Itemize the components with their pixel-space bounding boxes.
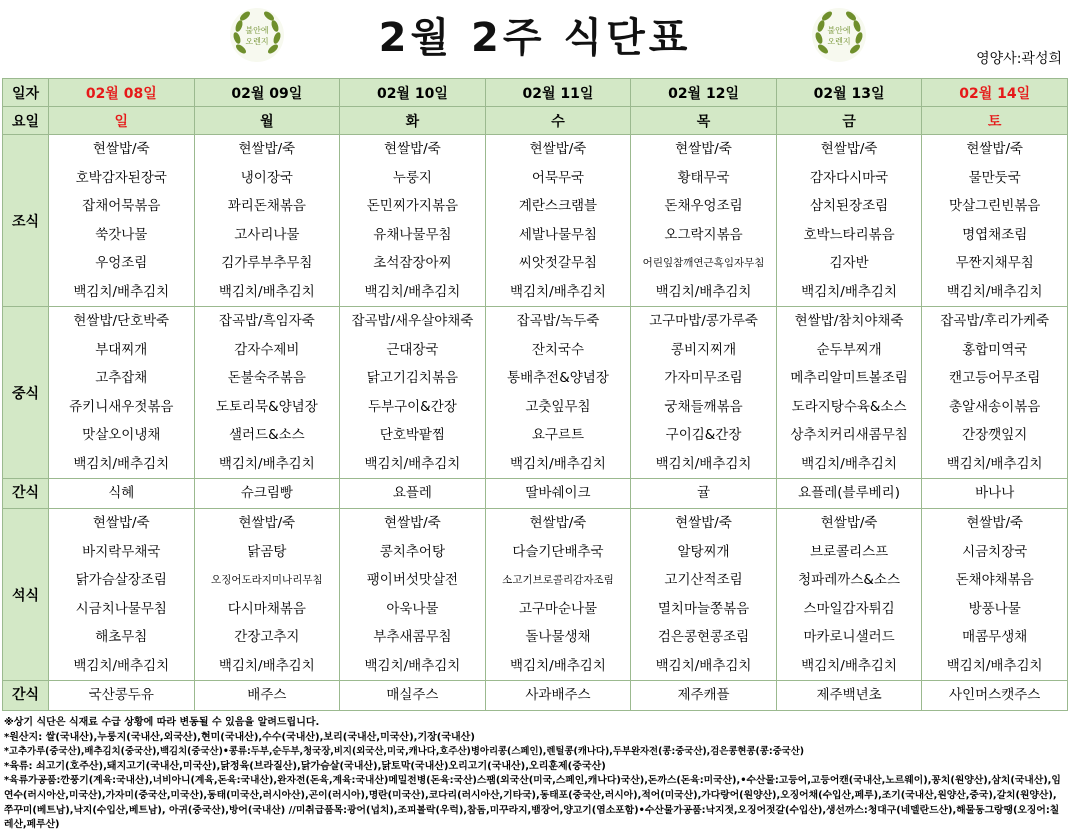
lunch-label: 중식 bbox=[3, 307, 49, 479]
snack2-row bbox=[3, 681, 1068, 711]
menu-item: 맛살오이냉채 bbox=[82, 427, 161, 443]
menu-item: 호박느타리볶음 bbox=[803, 226, 895, 243]
menu-item: 닭곰탕 bbox=[247, 543, 287, 560]
menu-item: 꽈리돈채볶음 bbox=[227, 198, 306, 214]
menu-item: 현쌀밥/죽 bbox=[384, 141, 441, 157]
note-line: *육류: 쇠고기(호주산),돼지고기(국내산,미국산),닭정육(브라질산),닭가슴살(국내산),닭토막(국내산)오리고기(국내산),오리훈제(중국산) bbox=[4, 760, 606, 772]
menu-item: 현쌀밥/죽 bbox=[820, 515, 878, 531]
dinner-cell bbox=[485, 509, 631, 681]
menu-item: 물만둣국 bbox=[968, 169, 1021, 186]
date-cell: 02월 14일 bbox=[922, 79, 1068, 107]
menu-item: 백김치/배추김치 bbox=[946, 657, 1043, 674]
day-cell: 일 bbox=[49, 107, 195, 135]
snack-item: 제주백년초 bbox=[776, 681, 922, 711]
menu-item: 해초무침 bbox=[95, 629, 148, 645]
date-cell: 02월 09일 bbox=[194, 79, 340, 107]
menu-item: 맛살그린빈볶음 bbox=[949, 198, 1041, 214]
menu-item: 유채나물무침 bbox=[373, 226, 452, 243]
menu-item: 백김치/배추김치 bbox=[801, 455, 898, 472]
menu-item: 부대찌개 bbox=[95, 341, 148, 358]
menu-item: 어묵무국 bbox=[531, 169, 585, 186]
menu-item: 백김치/배추김치 bbox=[655, 283, 752, 300]
menu-item: 백김치/배추김치 bbox=[510, 455, 606, 472]
menu-item: 백김치/배추김치 bbox=[364, 657, 461, 674]
svg-text:불안에: 불안에 bbox=[827, 26, 851, 35]
dinner-cell bbox=[631, 509, 777, 681]
menu-item: 호박감자된장국 bbox=[75, 169, 167, 186]
menu-item: 무짠지채무침 bbox=[955, 255, 1034, 271]
menu-item: 세발나물무침 bbox=[518, 226, 598, 243]
snack2-label: 간식 bbox=[3, 681, 49, 711]
note-line: *원산지: 쌀(국내산),누룽지(국내산,외국산),현미(국내산),수수(국내산),보리(국내산,미국산),기장(국내산) bbox=[4, 731, 475, 743]
menu-item: 초석잠장아찌 bbox=[373, 255, 452, 271]
lunch-cell bbox=[922, 307, 1068, 479]
day-header: 요일 bbox=[3, 107, 49, 135]
menu-item: 백김치/배추김치 bbox=[946, 455, 1043, 472]
snack-item: 매실주스 bbox=[340, 681, 486, 711]
menu-item: 현쌀밥/죽 bbox=[820, 141, 878, 157]
dinner-cell bbox=[340, 509, 486, 681]
snack1-row bbox=[3, 479, 1068, 509]
lunch-cell bbox=[776, 307, 922, 479]
lunch-row bbox=[3, 307, 1068, 479]
menu-item: 백김치/배추김치 bbox=[73, 657, 170, 674]
menu-item: 백김치/배추김치 bbox=[655, 455, 752, 472]
menu-item: 돈채우엉조림 bbox=[664, 198, 743, 214]
svg-text:오렌지: 오렌지 bbox=[245, 37, 269, 46]
menu-item: 바지락무채국 bbox=[82, 543, 161, 560]
menu-item: 백김치/배추김치 bbox=[218, 657, 315, 674]
menu-item: 알탕찌개 bbox=[677, 543, 730, 560]
date-cell: 02월 11일 bbox=[485, 79, 631, 107]
menu-item: 단호박팥찜 bbox=[379, 427, 446, 443]
snack-item: 사과배주스 bbox=[485, 681, 631, 711]
menu-item: 순두부찌개 bbox=[816, 341, 882, 358]
day-cell: 금 bbox=[776, 107, 922, 135]
breakfast-label: 조식 bbox=[3, 135, 49, 307]
header bbox=[0, 0, 1070, 76]
menu-item: 도토리묵&양념장 bbox=[215, 398, 318, 415]
menu-item: 현쌀밥/죽 bbox=[529, 141, 587, 157]
menu-item: 백김치/배추김치 bbox=[801, 657, 898, 674]
page-title: 2월 2주 식단표 bbox=[378, 15, 692, 61]
lunch-cell bbox=[194, 307, 340, 479]
day-cell: 수 bbox=[485, 107, 631, 135]
day-cell: 토 bbox=[922, 107, 1068, 135]
menu-item: 홍합미역국 bbox=[962, 341, 1028, 358]
menu-item: 브로콜리스프 bbox=[809, 543, 889, 560]
menu-item: 오징어도라지미나리무침 bbox=[211, 574, 323, 586]
day-row bbox=[3, 107, 1068, 135]
menu-item: 멸치마늘쫑볶음 bbox=[657, 600, 750, 617]
dinner-label: 석식 bbox=[3, 509, 49, 681]
menu-item: 삼치된장조림 bbox=[809, 198, 889, 214]
menu-item: 어린잎참깨연근흑임자무침 bbox=[642, 257, 765, 269]
menu-item: 다시마채볶음 bbox=[227, 600, 306, 617]
menu-item: 고구마순나물 bbox=[518, 600, 598, 617]
menu-item: 캔고등어무조림 bbox=[949, 370, 1041, 386]
breakfast-cell bbox=[485, 135, 631, 307]
menu-item: 현쌀밥/죽 bbox=[92, 515, 150, 531]
lunch-cell bbox=[485, 307, 631, 479]
menu-item: 고구마밥/콩가루죽 bbox=[649, 313, 758, 329]
menu-item: 메추리알미트볼조림 bbox=[790, 370, 908, 386]
menu-item: 소고기브로콜리감자조림 bbox=[502, 574, 614, 586]
menu-item: 통배추전&양념장 bbox=[507, 370, 609, 386]
menu-item: 백김치/배추김치 bbox=[364, 283, 461, 300]
breakfast-cell bbox=[922, 135, 1068, 307]
note-line: ※상기 식단은 식재료 수급 상황에 따라 변동될 수 있음을 알려드립니다. bbox=[4, 717, 320, 728]
menu-item: 청파레까스&소스 bbox=[798, 572, 900, 588]
menu-item: 현쌀밥/죽 bbox=[384, 515, 441, 531]
lunch-cell bbox=[49, 307, 195, 479]
menu-item: 현쌀밥/죽 bbox=[966, 515, 1024, 531]
menu-item: 백김치/배추김치 bbox=[510, 657, 606, 674]
date-row bbox=[3, 79, 1068, 107]
menu-item: 매콤무생채 bbox=[962, 629, 1028, 645]
menu-item: 잡채어묵볶음 bbox=[82, 198, 161, 214]
menu-item: 현쌀밥/죽 bbox=[966, 141, 1024, 157]
snack-item: 식혜 bbox=[49, 479, 195, 509]
menu-item: 쑥갓나물 bbox=[95, 226, 148, 243]
menu-item: 상추치커리새콤무침 bbox=[790, 427, 908, 443]
day-cell: 목 bbox=[631, 107, 777, 135]
svg-text:오렌지: 오렌지 bbox=[827, 37, 851, 46]
logo-wreath-icon bbox=[810, 6, 868, 64]
menu-item: 계란스크램블 bbox=[518, 198, 598, 214]
breakfast-cell bbox=[194, 135, 340, 307]
menu-item: 도라지탕수육&소스 bbox=[791, 398, 907, 415]
menu-item: 현쌀밥/죽 bbox=[238, 515, 296, 531]
menu-item: 씨앗젓갈무침 bbox=[518, 255, 598, 271]
snack-item: 슈크림빵 bbox=[194, 479, 340, 509]
menu-item: 백김치/배추김치 bbox=[218, 283, 315, 300]
menu-item: 백김치/배추김치 bbox=[946, 283, 1043, 300]
menu-item: 두부구이&간장 bbox=[368, 398, 457, 415]
menu-item: 닭고기김치볶음 bbox=[366, 370, 459, 386]
menu-item: 현쌀밥/참치야채죽 bbox=[794, 313, 904, 329]
menu-item: 우엉조림 bbox=[95, 255, 148, 271]
menu-item: 구이김&간장 bbox=[665, 427, 742, 443]
menu-table bbox=[2, 78, 1068, 711]
menu-item: 콩비지찌개 bbox=[670, 341, 737, 358]
menu-item: 총알새송이볶음 bbox=[949, 398, 1041, 415]
menu-item: 가자미무조림 bbox=[664, 370, 743, 386]
menu-item: 누룽지 bbox=[392, 169, 432, 186]
menu-item: 감자다시마국 bbox=[809, 169, 889, 186]
breakfast-cell bbox=[340, 135, 486, 307]
menu-item: 다슬기단배추국 bbox=[512, 543, 604, 560]
menu-item: 백김치/배추김치 bbox=[73, 283, 170, 300]
snack-item: 제주캐플 bbox=[631, 681, 777, 711]
menu-item: 아욱나물 bbox=[386, 600, 439, 617]
snack-item: 귤 bbox=[631, 479, 777, 509]
menu-item: 현쌀밥/죽 bbox=[529, 515, 587, 531]
breakfast-row bbox=[3, 135, 1068, 307]
day-cell: 월 bbox=[194, 107, 340, 135]
menu-item: 백김치/배추김치 bbox=[801, 283, 898, 300]
menu-item: 팽이버섯맛살전 bbox=[366, 572, 459, 588]
menu-item: 닭가슴살장조림 bbox=[75, 572, 167, 588]
breakfast-cell bbox=[49, 135, 195, 307]
menu-item: 잡곡밥/후리가케죽 bbox=[940, 313, 1050, 329]
menu-item: 돈불숙주볶음 bbox=[227, 370, 306, 386]
menu-item: 잡곡밥/녹두죽 bbox=[516, 313, 600, 329]
menu-item: 김자반 bbox=[829, 255, 869, 271]
day-cell: 화 bbox=[340, 107, 486, 135]
menu-item: 현쌀밥/죽 bbox=[238, 141, 296, 157]
menu-item: 황태무국 bbox=[677, 169, 730, 186]
date-cell: 02월 08일 bbox=[49, 79, 195, 107]
snack-item: 딸바쉐이크 bbox=[485, 479, 631, 509]
menu-item: 고추잡채 bbox=[95, 370, 148, 386]
snack-item: 사인머스캣주스 bbox=[922, 681, 1068, 711]
breakfast-cell bbox=[631, 135, 777, 307]
menu-item: 돌나물생채 bbox=[525, 629, 591, 645]
date-cell: 02월 13일 bbox=[776, 79, 922, 107]
snack-item: 요플레(블루베리) bbox=[776, 479, 922, 509]
menu-item: 감자수제비 bbox=[234, 341, 300, 358]
snack-item: 요플레 bbox=[340, 479, 486, 509]
dinner-cell bbox=[922, 509, 1068, 681]
date-cell: 02월 10일 bbox=[340, 79, 486, 107]
menu-item: 간장깻잎지 bbox=[962, 427, 1028, 443]
menu-item: 샐러드&소스 bbox=[228, 427, 305, 443]
menu-item: 쥬키니새우젓볶음 bbox=[69, 398, 174, 415]
dinner-row bbox=[3, 509, 1068, 681]
lunch-cell bbox=[340, 307, 486, 479]
dinner-cell bbox=[776, 509, 922, 681]
menu-item: 현쌀밥/죽 bbox=[675, 141, 732, 157]
svg-text:불안에: 불안에 bbox=[245, 26, 269, 35]
notes bbox=[4, 716, 1066, 833]
menu-item: 고기산적조림 bbox=[664, 572, 743, 588]
menu-item: 시금치나물무침 bbox=[75, 600, 167, 617]
snack-item: 바나나 bbox=[922, 479, 1068, 509]
menu-item: 잔치국수 bbox=[531, 341, 585, 358]
menu-item: 간장고추지 bbox=[234, 629, 300, 645]
menu-item: 궁채들깨볶음 bbox=[664, 398, 743, 415]
menu-item: 백김치/배추김치 bbox=[655, 657, 752, 674]
note-line: *고추가루(중국산),배추김치(중국산),백김치(중국산)•콩류:두부,순두부,청국장,비지(외국산,미국,캐나다,호주산)병아리콩(스페인),렌틸콩(캐나다),두부완자전(콩:중국산),검은콩현콩(콩:중국산) bbox=[4, 746, 805, 758]
menu-item: 백김치/배추김치 bbox=[510, 283, 606, 300]
dinner-cell bbox=[49, 509, 195, 681]
note-line: *육류가공품:깐풍기(계육:국내산),너비아니(계육,돈육:국내산),완자전(돈육,계육:국내산)메밀전병(돈육:국산)스팸(외국산(미국,스페인,캐나다)국산),돈까스(돈육:미국산),•수산물:고등어,고등어캔(국내산,노르웨이),꽁치(원양산),삼치(국내산),임연수(러시아산,미국산),가자미(중국산,미국산),동태(미국산,러시아산),곤이(러시아),명란(미국산),코다리(러시아산,기타국),동태포(중국산,러시아),적어(미국산),가다랑어(원양산),오징어채(수입산,페루),조기(국내산,원양산,중국),갈치(원양산),쭈꾸미(베트남),낙지(수입산,베트남), 아귀(중국산),방어(국내산) //미취급품목:광어(넙치),조피볼락(우럭),참돔,미꾸라지,뱀장어,양고기(염소포함)•수산물가공품:낙지젓,오징어젓갈(수입산),생선까스:청대구(네델란드산),해물동그랑땡(오징어:칠레산,페루산) bbox=[4, 775, 1061, 831]
menu-item: 스마일감자튀김 bbox=[803, 600, 895, 617]
dinner-cell bbox=[194, 509, 340, 681]
lunch-cell bbox=[631, 307, 777, 479]
nutritionist-label: 영양사:곽성희 bbox=[976, 51, 1062, 67]
menu-item: 현쌀밥/죽 bbox=[675, 515, 732, 531]
menu-item: 마카로니샐러드 bbox=[803, 629, 895, 645]
date-header: 일자 bbox=[3, 79, 49, 107]
snack1-label: 간식 bbox=[3, 479, 49, 509]
menu-item: 고춧잎무침 bbox=[525, 398, 591, 415]
snack-item: 배주스 bbox=[194, 681, 340, 711]
menu-item: 돈민찌가지볶음 bbox=[366, 198, 459, 214]
menu-item: 잡곡밥/흑임자죽 bbox=[218, 313, 315, 329]
menu-item: 콩치추어탕 bbox=[379, 543, 446, 560]
menu-item: 백김치/배추김치 bbox=[218, 455, 315, 472]
menu-item: 현쌀밥/단호박죽 bbox=[73, 313, 170, 329]
menu-item: 냉이장국 bbox=[240, 169, 293, 186]
breakfast-cell bbox=[776, 135, 922, 307]
menu-item: 고사리나물 bbox=[234, 226, 300, 243]
date-cell: 02월 12일 bbox=[631, 79, 777, 107]
menu-item: 김가루부추무침 bbox=[221, 255, 313, 271]
menu-item: 잡곡밥/새우살야채죽 bbox=[351, 313, 474, 329]
menu-item: 시금치장국 bbox=[962, 543, 1028, 560]
menu-item: 요구르트 bbox=[531, 427, 585, 443]
menu-item: 돈채야채볶음 bbox=[955, 572, 1034, 588]
menu-item: 현쌀밥/죽 bbox=[92, 141, 150, 157]
menu-item: 백김치/배추김치 bbox=[73, 455, 170, 472]
menu-item: 명엽채조림 bbox=[962, 226, 1028, 243]
menu-item: 부추새콤무침 bbox=[373, 629, 452, 645]
menu-item: 검은콩현콩조림 bbox=[657, 629, 750, 645]
snack-item: 국산콩두유 bbox=[49, 681, 195, 711]
menu-item: 방풍나물 bbox=[968, 600, 1021, 617]
menu-item: 근대장국 bbox=[386, 341, 439, 358]
menu-item: 백김치/배추김치 bbox=[364, 455, 461, 472]
menu-item: 오그락지볶음 bbox=[664, 226, 743, 243]
